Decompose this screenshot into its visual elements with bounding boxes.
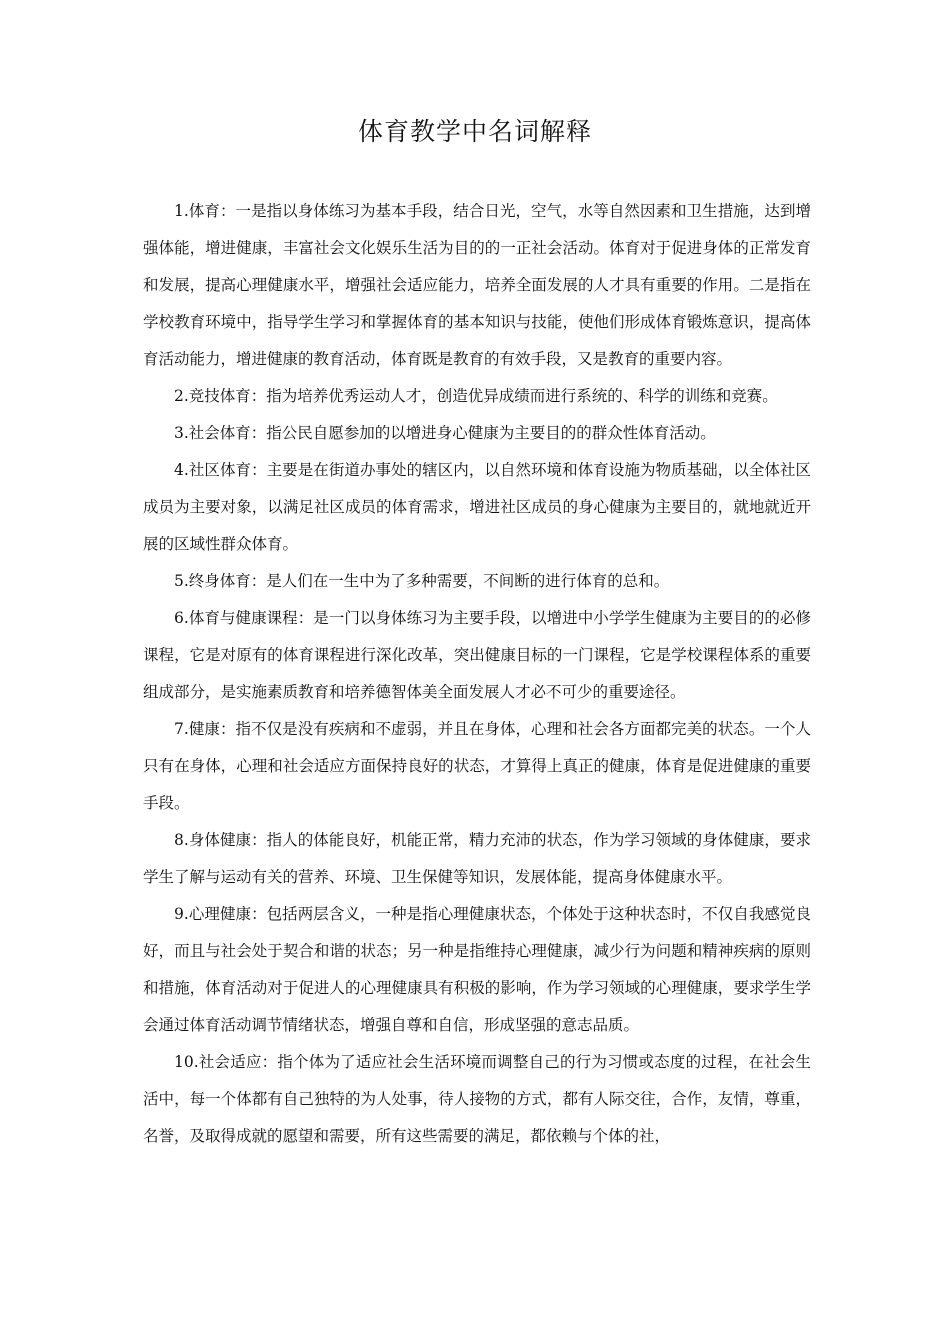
paragraph-3: 3.社会体育：指公民自愿参加的以增进身心健康为主要目的的群众性体育活动。 — [174, 424, 716, 442]
paragraph-10: 10.社会适应：指个体为了适应社会生活环境而调整自己的行为习惯或态度的过程，在社会生活中，每一个体都有自己独特的为人处事，待人接物的方式，都有人际交往，合作，友情，尊重，名誉，及取得成就的愿望和需要，所有这些需要的满足，都依赖与个体的社， — [143, 1053, 811, 1145]
paragraph-2: 2.竞技体育：指为培养优秀运动人才，创造优异成绩而进行系统的、科学的训练和竞赛。 — [174, 387, 778, 405]
document-title: 体育教学中名词解释 — [357, 117, 592, 146]
document-body — [143, 193, 811, 1155]
paragraph-6: 6.体育与健康课程：是一门以身体练习为主要手段，以增进中小学学生健康为主要目的的必修课程，它是对原有的体育课程进行深化改革，突出健康目标的一门课程，它是学校课程体系的重要组成部分，是实施素质教育和培养德智体美全面发展人才必不可少的重要途径。 — [143, 609, 811, 701]
paragraph-5: 5.终身体育：是人们在一生中为了多种需要，不间断的进行体育的总和。 — [174, 572, 670, 590]
paragraph-7: 7.健康：指不仅是没有疾病和不虚弱，并且在身体，心理和社会各方面都完美的状态。一个人只有在身体，心理和社会适应方面保持良好的状态，才算得上真正的健康，体育是促进健康的重要手段。 — [143, 720, 811, 812]
paragraph-1: 1.体育：一是指以身体练习为基本手段，结合日光，空气，水等自然因素和卫生措施，达到增强体能，增进健康，丰富社会文化娱乐生活为目的的一正社会活动。体育对于促进身体的正常发育和发展，提高心理健康水平，增强社会适应能力，培养全面发展的人才具有重要的作用。二是指在学校教育环境中，指导学生学习和掌握体育的基本知识与技能，使他们形成体育锻炼意识，提高体育活动能力，增进健康的教育活动，体育既是教育的有效手段，又是教育的重要内容。 — [143, 202, 811, 368]
paragraph-4: 4.社区体育：主要是在街道办事处的辖区内，以自然环境和体育设施为物质基础，以全体社区成员为主要对象，以满足社区成员的体育需求，增进社区成员的身心健康为主要目的，就地就近开展的区域性群众体育。 — [143, 461, 811, 553]
paragraph-8: 8.身体健康：指人的体能良好，机能正常，精力充沛的状态，作为学习领域的身体健康，要求学生了解与运动有关的营养、环境、卫生保健等知识，发展体能，提高身体健康水平。 — [143, 831, 811, 886]
paragraph-9: 9.心理健康：包括两层含义，一种是指心理健康状态，个体处于这种状态时，不仅自我感觉良好，而且与社会处于契合和谐的状态；另一种是指维持心理健康，减少行为问题和精神疾病的原则和措施，体育活动对于促进人的心理健康具有积极的影响，作为学习领域的心理健康，要求学生学会通过体育活动调节情绪状态，增强自尊和自信，形成坚强的意志品质。 — [143, 905, 811, 1034]
